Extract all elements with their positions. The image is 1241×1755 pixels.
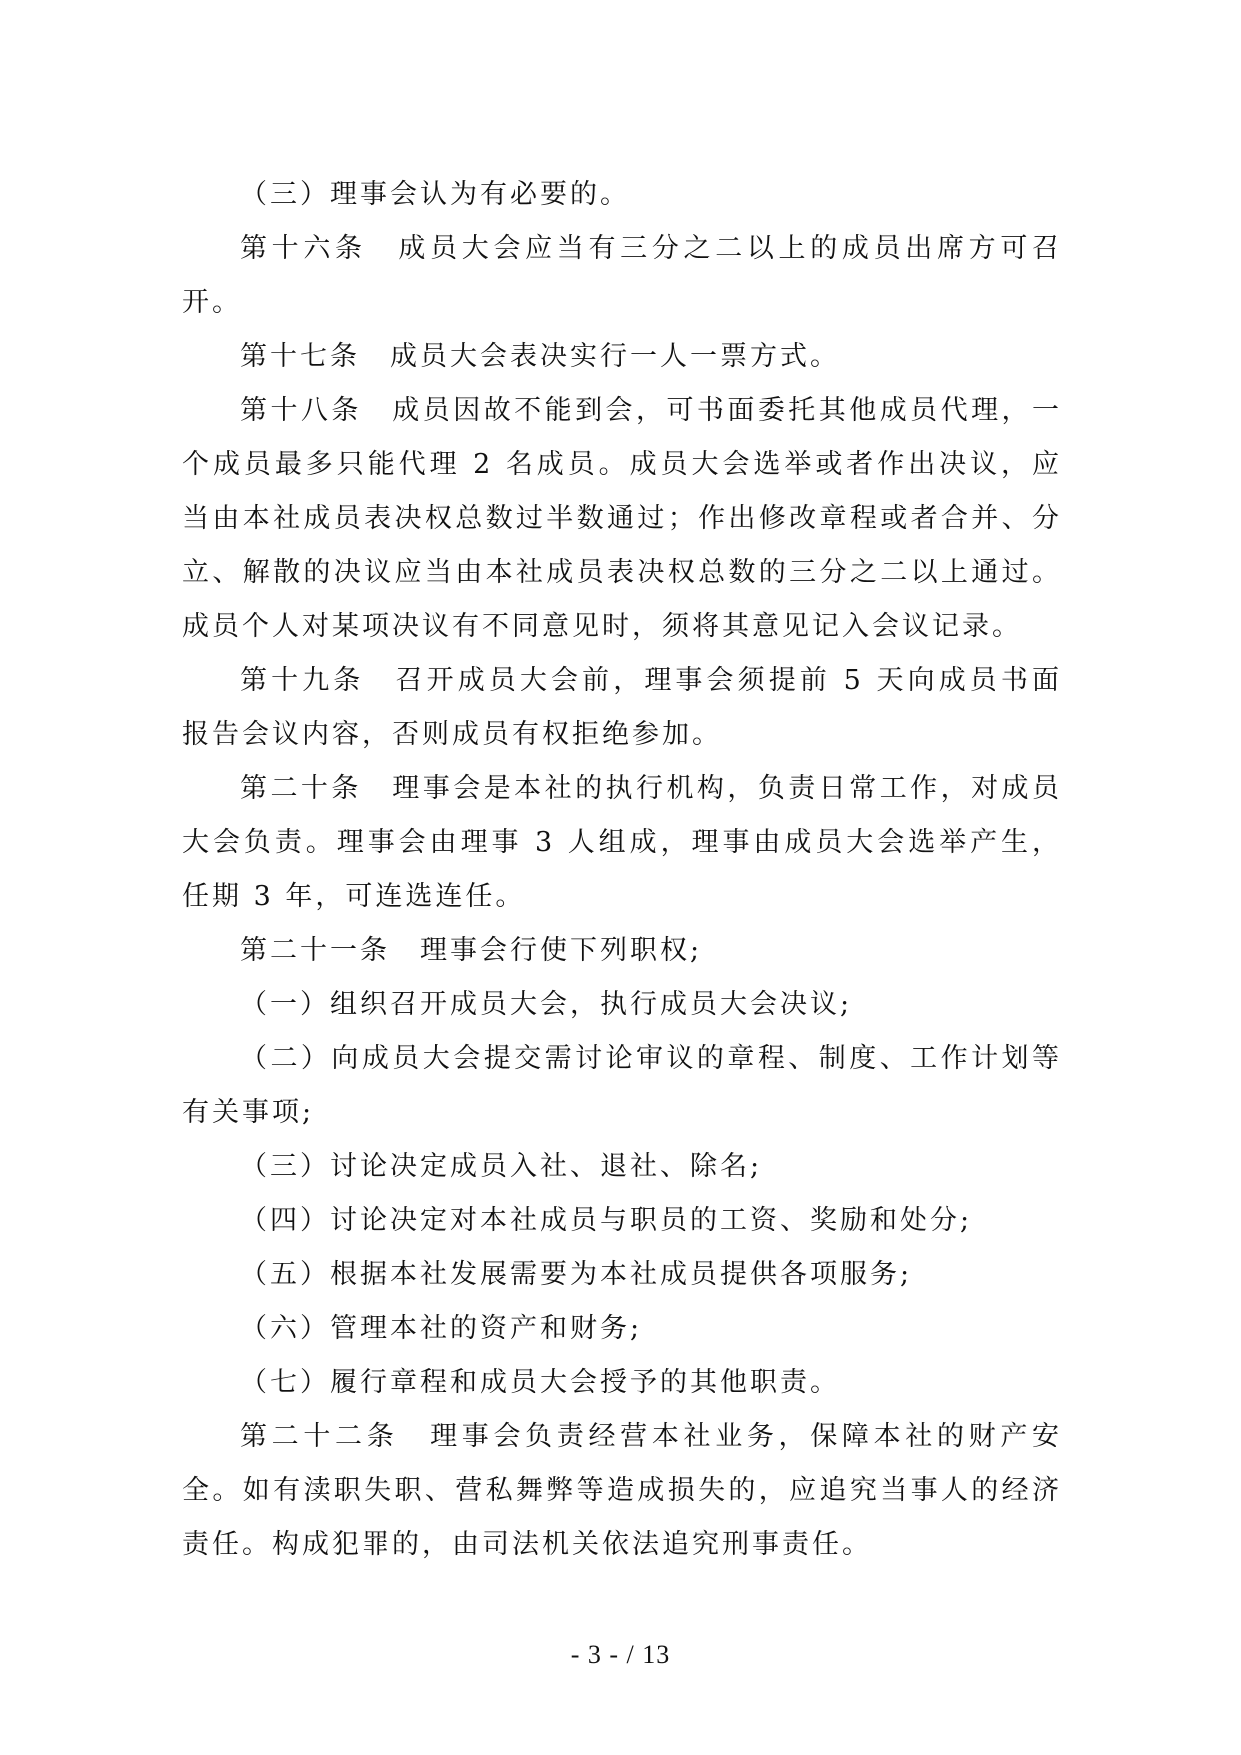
article-21-item-5: （五）根据本社发展需要为本社成员提供各项服务;	[240, 1259, 913, 1290]
document-body	[182, 168, 1062, 1572]
article-17: 第十七条 成员大会表决实行一人一票方式。	[240, 341, 840, 372]
article-20: 第二十条 理事会是本社的执行机构，负责日常工作，对成员大会负责。理事会由理事 3 人组成，理事由成员大会选举产生，任期 3 年，可连选连任。	[182, 773, 1062, 912]
article-21-item-1: （一）组织召开成员大会，执行成员大会决议;	[240, 989, 853, 1020]
page-number: - 3 - / 13	[570, 1640, 671, 1669]
article-22: 第二十二条 理事会负责经营本社业务，保障本社的财产安全。如有渎职失职、营私舞弊等造成损失的，应追究当事人的经济责任。构成犯罪的，由司法机关依法追究刑事责任。	[182, 1421, 1062, 1560]
article-21-item-2: （二）向成员大会提交需讨论审议的章程、制度、工作计划等有关事项;	[182, 1043, 1062, 1128]
article-21-item-4: （四）讨论决定对本社成员与职员的工资、奖励和处分;	[240, 1205, 973, 1236]
article-21-item-7: （七）履行章程和成员大会授予的其他职责。	[240, 1367, 840, 1398]
article-21-item-6: （六）管理本社的资产和财务;	[240, 1313, 643, 1344]
article-21: 第二十一条 理事会行使下列职权;	[240, 935, 703, 966]
paragraph-item-3: （三）理事会认为有必要的。	[240, 179, 630, 210]
article-19: 第十九条 召开成员大会前，理事会须提前 5 天向成员书面报告会议内容，否则成员有权拒绝参加。	[182, 665, 1062, 750]
article-16: 第十六条 成员大会应当有三分之二以上的成员出席方可召开。	[182, 233, 1062, 318]
article-21-item-3: （三）讨论决定成员入社、退社、除名;	[240, 1151, 763, 1182]
article-18: 第十八条 成员因故不能到会，可书面委托其他成员代理，一个成员最多只能代理 2 名成员。成员大会选举或者作出决议，应当由本社成员表决权总数过半数通过；作出修改章程或者合并、分立、解散的决议应当由本社成员表决权总数的三分之二以上通过。成员个人对某项决议有不同意见时，须将其意见记入会议记录。	[182, 395, 1062, 642]
